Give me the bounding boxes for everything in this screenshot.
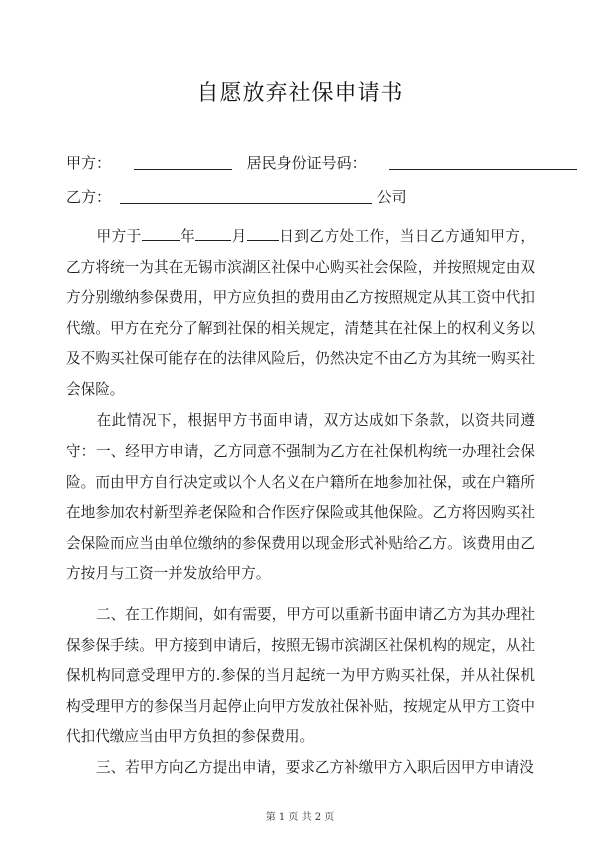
clause-2	[66, 600, 535, 753]
month-blank	[195, 226, 231, 241]
year-label: 年	[179, 228, 196, 245]
year-blank	[142, 226, 180, 241]
intro-start: 甲方于	[96, 228, 142, 245]
day-blank	[247, 226, 279, 241]
company-suffix: 公司	[376, 188, 407, 206]
intro-body: 日到乙方处工作，当日乙方通知甲方，乙方将统一为其在无锡市滨湖区社保中心购买社会保险，并按照规定由双方分别缴纳参保费用，甲方应负担的费用由乙方按照规定从其工资中代扣代缴。甲方在充分了解到社保的相关规定，清楚其在社保上的权利义务以及不购买社保可能存在的法律风险后，仍然决定不由乙方为其统一购买社会保险。	[66, 228, 535, 398]
clause-3-text: 三、若甲方向乙方提出申请，要求乙方补缴甲方入职后因甲方申请没	[96, 759, 534, 776]
document-title: 自愿放弃社保申请书	[196, 81, 404, 106]
party-a-label: 甲方：	[66, 154, 112, 172]
party-b-blank	[120, 186, 372, 204]
clause-1	[66, 437, 535, 590]
id-number-blank	[389, 152, 577, 170]
party-a-blank	[134, 152, 232, 170]
party-b-row	[66, 186, 407, 208]
party-a-row	[66, 152, 577, 174]
intro-paragraph	[66, 222, 535, 406]
month-label: 月	[231, 228, 247, 245]
id-number-label: 居民身份证号码：	[246, 154, 367, 172]
party-b-label: 乙方：	[66, 188, 112, 206]
clause-3	[66, 753, 535, 784]
clause-1-text: 一、经甲方申请，乙方同意不强制为乙方在社保机构统一办理社会保险。而由甲方自行决定或以个人名义在户籍所在地参加社保，或在户籍所在地参加农村新型养老保险和合作医疗保险或其他保险。乙方将因购买社会保险而应当由单位缴纳的参保费用以现金形式补贴给乙方。该费用由乙方按月与工资一并发放给甲方。	[66, 443, 535, 583]
page-footer: 第 1 页 共 2 页	[265, 812, 335, 823]
paragraph-agreement-text: 在此情况下，根据甲方书面申请，双方达成如下条款，以资共同遵守：	[66, 412, 535, 460]
clause-2-text: 二、在工作期间，如有需要，甲方可以重新书面申请乙方为其办理社保参保手续。甲方接到申请后，按照无锡市滨湖区社保机构的规定，从社保机构同意受理甲方的.参保的当月起统一为甲方购买社保，并从社保机构受理甲方的参保当月起停止向甲方发放社保补贴，按规定从甲方工资中代扣代缴应当由甲方负担的参保费用。	[66, 606, 535, 746]
